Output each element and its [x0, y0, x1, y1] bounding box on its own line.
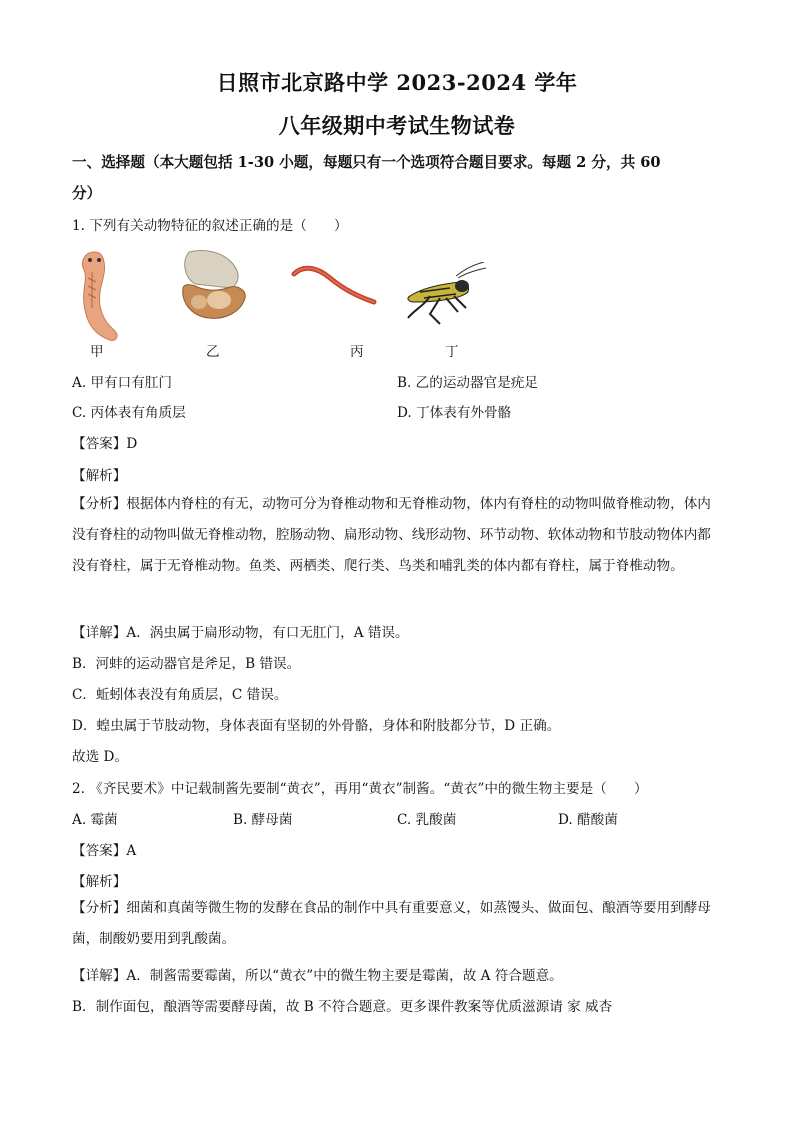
question-2-detail-b: B．制作面包，酿酒等需要酵母菌，故 B 不符合题意。更多课件教案等优质滋源请 家 威杏	[72, 999, 613, 1015]
question-1-option-c: C. 丙体表有角质层	[72, 405, 186, 421]
question-1-figures	[60, 240, 520, 360]
figure-label-jia: 甲	[90, 344, 104, 360]
earthworm-image	[290, 262, 380, 312]
question-2-detail-a: 【详解】A．制酱需要霉菌，所以“黄衣”中的微生物主要是霉菌，故 A 符合题意。	[72, 968, 563, 984]
question-1-conclusion: 故选 D。	[72, 749, 129, 765]
figure-label-ding: 丁	[445, 344, 459, 360]
clam-image	[175, 248, 250, 320]
question-2-analysis-title: 【解析】	[72, 874, 127, 890]
question-2-stem: 2. 《齐民要术》中记载制酱先要制“黄衣”，再用“黄衣”制酱。“黄衣”中的微生物主要是（ ）	[72, 781, 648, 797]
question-2-option-c: C. 乳酸菌	[397, 812, 457, 828]
exam-title-line2: 八年级期中考试生物试卷	[278, 113, 516, 138]
question-1-option-b: B. 乙的运动器官是疣足	[397, 375, 538, 391]
question-2-option-a: A. 霉菌	[72, 812, 118, 828]
question-1-option-a: A. 甲有口有肛门	[72, 375, 173, 391]
planarian-image	[70, 248, 120, 343]
question-2-option-b: B. 酵母菌	[233, 812, 293, 828]
question-1-analysis-title: 【解析】	[72, 468, 127, 484]
question-1-stem: 1. 下列有关动物特征的叙述正确的是（ ）	[72, 218, 348, 234]
section-heading-cont: 分）	[72, 185, 102, 202]
question-1-analysis: 【分析】根据体内脊柱的有无，动物可分为脊椎动物和无脊椎动物，体内有脊柱的动物叫做脊椎动物，体内没有脊柱的动物叫做无脊椎动物，腔肠动物、扁形动物、线形动物、环节动物、软体动物和节肢动物体内都没有脊柱，属于无脊椎动物。鱼类、两栖类、爬行类、鸟类和哺乳类的体内都有脊柱，属于脊椎动物。	[72, 496, 711, 574]
exam-title-line1: 日照市北京路中学 2023-2024 学年	[216, 70, 578, 95]
question-2-option-d: D. 醋酸菌	[558, 812, 618, 828]
question-1-answer: 【答案】D	[72, 436, 138, 452]
figure-label-yi: 乙	[206, 344, 220, 360]
section-heading: 一、选择题（本大题包括 1-30 小题，每题只有一个选项符合题目要求。每题 2 分，共 60	[72, 154, 661, 171]
figure-label-bing: 丙	[350, 344, 364, 360]
question-2-answer: 【答案】A	[72, 843, 137, 859]
question-1-option-d: D. 丁体表有外骨骼	[397, 405, 512, 421]
question-1-detail-b: B．河蚌的运动器官是斧足，B 错误。	[72, 656, 301, 672]
question-1-detail-d: D．蝗虫属于节肢动物，身体表面有坚韧的外骨骼，身体和附肢都分节，D 正确。	[72, 718, 561, 734]
question-2-analysis: 【分析】细菌和真菌等微生物的发酵在食品的制作中具有重要意义，如蒸馒头、做面包、酿酒等要用到酵母菌，制酸奶要用到乳酸菌。	[72, 900, 711, 947]
question-1-detail-a: 【详解】A．涡虫属于扁形动物，有口无肛门，A 错误。	[72, 625, 409, 641]
grasshopper-image	[400, 262, 490, 327]
question-1-detail-c: C．蚯蚓体表没有角质层，C 错误。	[72, 687, 288, 703]
